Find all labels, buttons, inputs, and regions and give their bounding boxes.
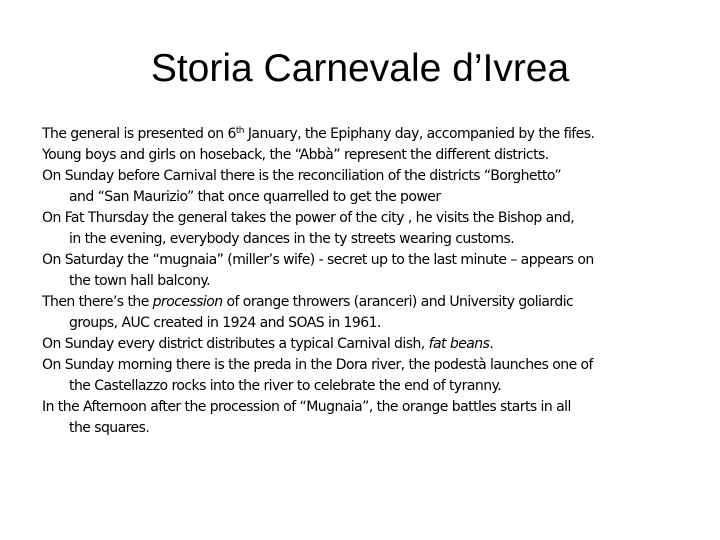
text-segment: January, the Epiphany day, accompanied by the fifes. bbox=[243, 126, 595, 142]
text-line: On Sunday before Carnival there is the reconciliation of the districts “Borghetto” bbox=[42, 168, 562, 184]
text-line: On Sunday morning there is the preda in the Dora river, the podestà launches one of bbox=[42, 357, 593, 373]
italic-text: fat beans bbox=[428, 336, 490, 352]
text-segment: of orange throwers (aranceri) and University goliardic bbox=[222, 294, 574, 310]
text-line-continuation: the Castellazzo rocks into the river to celebrate the end of tyranny. bbox=[69, 378, 502, 394]
text-segment: The general is presented on 6 bbox=[42, 126, 236, 142]
slide-title: Storia Carnevale d’Ivrea bbox=[150, 47, 570, 90]
text-line: In the Afternoon after the procession of “Mugnaia”, the orange battles starts in all bbox=[42, 399, 571, 415]
text-line-continuation: the squares. bbox=[69, 420, 150, 436]
text-segment: . bbox=[489, 336, 494, 352]
text-line bbox=[42, 292, 692, 313]
text-line-continuation: the town hall balcony. bbox=[69, 273, 211, 289]
slide-body-text bbox=[42, 124, 692, 439]
superscript-text: th bbox=[235, 126, 244, 136]
text-line: On Fat Thursday the general takes the power of the city , he visits the Bishop and, bbox=[42, 210, 575, 226]
text-segment: On Sunday every district distributes a typical Carnival dish, bbox=[42, 336, 429, 352]
text-line bbox=[42, 334, 692, 355]
text-line: Young boys and girls on hoseback, the “Abbà” represent the different districts. bbox=[42, 147, 549, 163]
text-line-continuation: groups, AUC created in 1924 and SOAS in 1961. bbox=[69, 315, 381, 331]
text-line bbox=[42, 124, 692, 145]
text-line-continuation: in the evening, everybody dances in the ty streets wearing customs. bbox=[69, 231, 515, 247]
text-line-continuation: and “San Maurizio” that once quarrelled to get the power bbox=[69, 189, 441, 205]
text-line: On Saturday the “mugnaia” (miller’s wife) - secret up to the last minute – appears on bbox=[42, 252, 594, 268]
text-segment: Then there’s the bbox=[42, 294, 153, 310]
italic-text: procession bbox=[152, 294, 223, 310]
